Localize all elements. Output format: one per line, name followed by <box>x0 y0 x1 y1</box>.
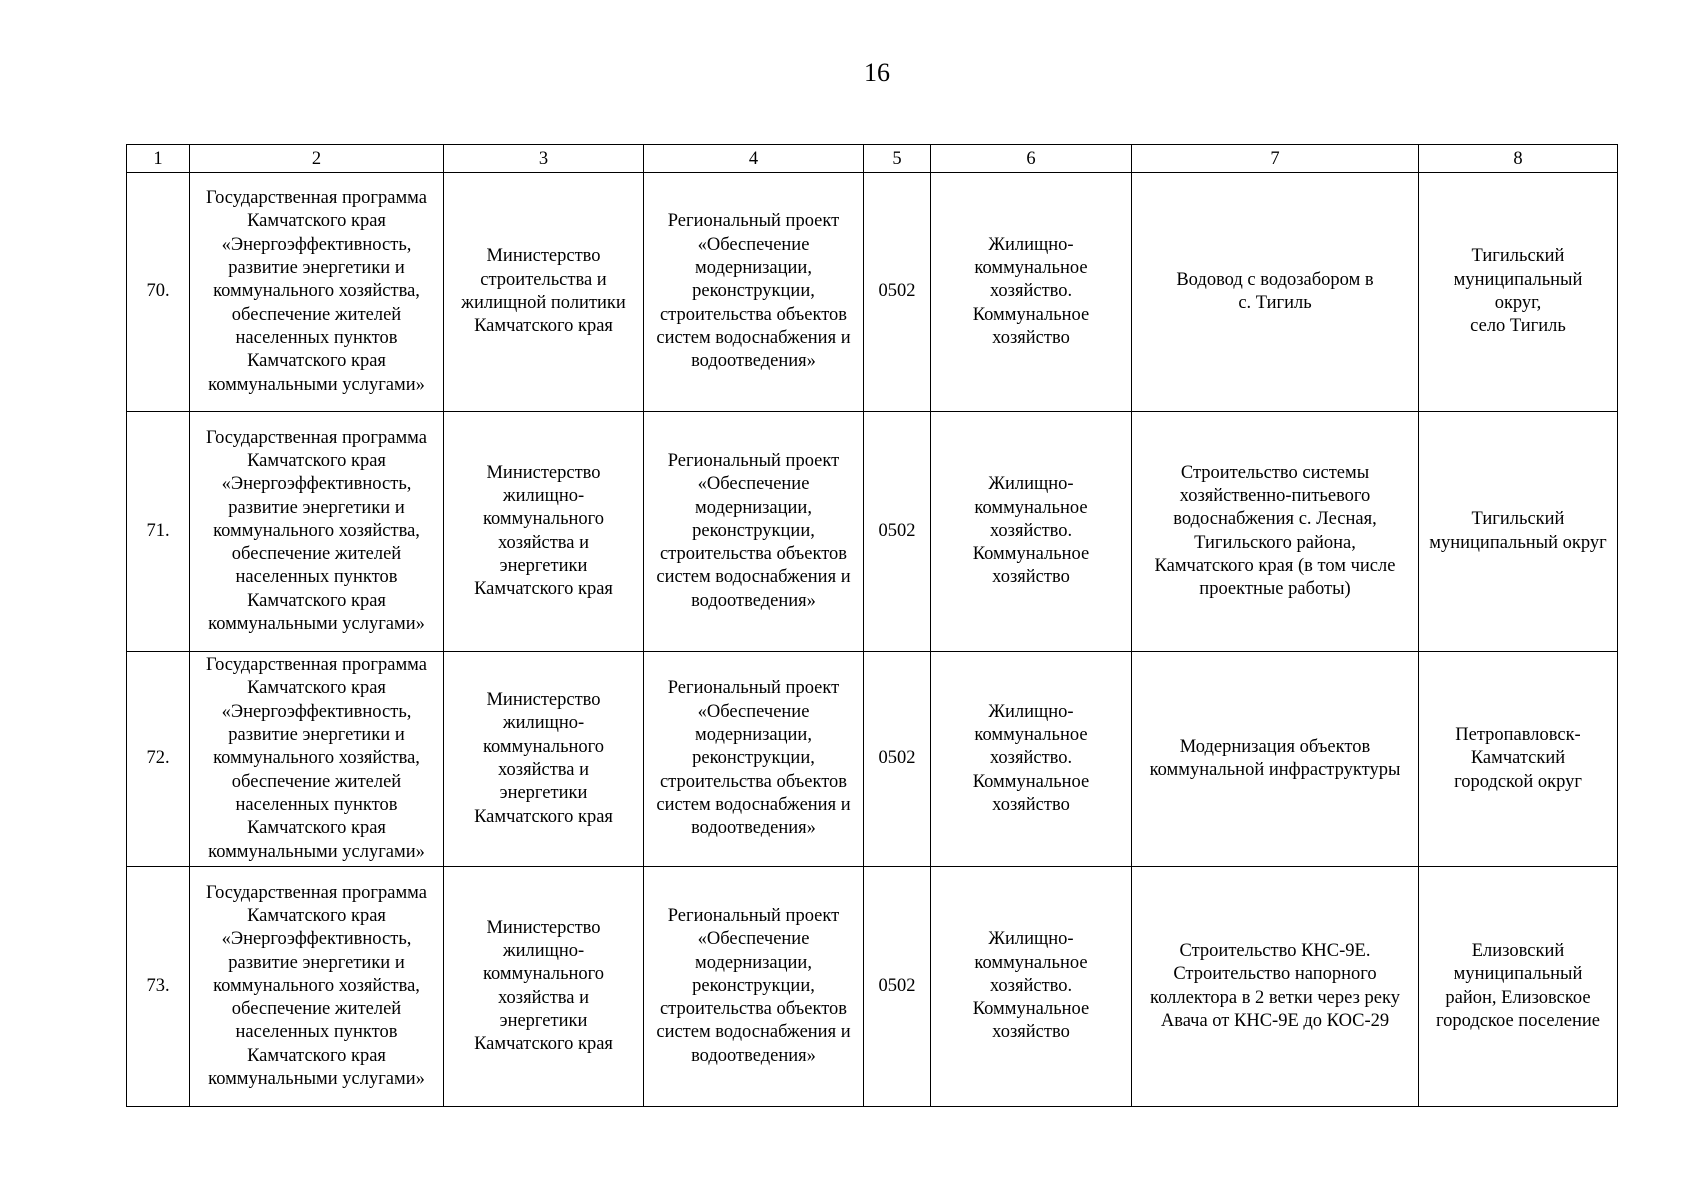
column-header: 5 <box>864 145 931 173</box>
program-cell: Государственная программа Камчатского края «Энергоэффективность, развитие энергетики и коммунального хозяйства, обеспечение жителей населенных пунктов Камчатского края коммунальными услугами» <box>190 173 444 412</box>
location-cell: Тигильский муниципальный округ, село Тигиль <box>1419 173 1618 412</box>
row-number: 72. <box>127 652 190 867</box>
column-header: 2 <box>190 145 444 173</box>
project-cell: Региональный проект «Обеспечение модернизации, реконструкции, строительства объектов систем водоснабжения и водоотведения» <box>644 173 864 412</box>
row-number: 70. <box>127 173 190 412</box>
sector-cell: Жилищно- коммунальное хозяйство. Коммунальное хозяйство <box>931 412 1132 652</box>
program-cell: Государственная программа Камчатского края «Энергоэффективность, развитие энергетики и коммунального хозяйства, обеспечение жителей населенных пунктов Камчатского края коммунальными услугами» <box>190 867 444 1107</box>
column-header: 6 <box>931 145 1132 173</box>
project-cell: Региональный проект «Обеспечение модернизации, реконструкции, строительства объектов систем водоснабжения и водоотведения» <box>644 867 864 1107</box>
object-cell: Водовод с водозабором в с. Тигиль <box>1132 173 1419 412</box>
data-table <box>126 144 1618 1107</box>
program-cell: Государственная программа Камчатского края «Энергоэффективность, развитие энергетики и коммунального хозяйства, обеспечение жителей населенных пунктов Камчатского края коммунальными услугами» <box>190 412 444 652</box>
table-row <box>127 412 1618 652</box>
header-row <box>127 145 1618 173</box>
object-cell: Модернизация объектов коммунальной инфраструктуры <box>1132 652 1419 867</box>
object-cell: Строительство КНС-9Е. Строительство напорного коллектора в 2 ветки через реку Авача от КНС-9Е до КОС-29 <box>1132 867 1419 1107</box>
code-cell: 0502 <box>864 173 931 412</box>
column-header: 7 <box>1132 145 1419 173</box>
ministry-cell: Министерство жилищно- коммунального хозяйства и энергетики Камчатского края <box>444 412 644 652</box>
sector-cell: Жилищно- коммунальное хозяйство. Коммунальное хозяйство <box>931 173 1132 412</box>
ministry-cell: Министерство жилищно- коммунального хозяйства и энергетики Камчатского края <box>444 652 644 867</box>
project-cell: Региональный проект «Обеспечение модернизации, реконструкции, строительства объектов систем водоснабжения и водоотведения» <box>644 652 864 867</box>
sector-cell: Жилищно- коммунальное хозяйство. Коммунальное хозяйство <box>931 652 1132 867</box>
object-cell: Строительство системы хозяйственно-питьевого водоснабжения с. Лесная, Тигильского района, Камчатского края (в том числе проектные работы) <box>1132 412 1419 652</box>
table-row <box>127 867 1618 1107</box>
row-number: 71. <box>127 412 190 652</box>
ministry-cell: Министерство жилищно- коммунального хозяйства и энергетики Камчатского края <box>444 867 644 1107</box>
location-cell: Елизовский муниципальный район, Елизовское городское поселение <box>1419 867 1618 1107</box>
location-cell: Тигильский муниципальный округ <box>1419 412 1618 652</box>
program-cell: Государственная программа Камчатского края «Энергоэффективность, развитие энергетики и коммунального хозяйства, обеспечение жителей населенных пунктов Камчатского края коммунальными услугами» <box>190 652 444 867</box>
table-row <box>127 652 1618 867</box>
code-cell: 0502 <box>864 652 931 867</box>
location-cell: Петропавловск- Камчатский городской округ <box>1419 652 1618 867</box>
page-number: 16 <box>864 58 890 87</box>
sector-cell: Жилищно- коммунальное хозяйство. Коммунальное хозяйство <box>931 867 1132 1107</box>
table-row <box>127 173 1618 412</box>
column-header: 3 <box>444 145 644 173</box>
code-cell: 0502 <box>864 867 931 1107</box>
column-header: 4 <box>644 145 864 173</box>
row-number: 73. <box>127 867 190 1107</box>
ministry-cell: Министерство строительства и жилищной политики Камчатского края <box>444 173 644 412</box>
project-cell: Региональный проект «Обеспечение модернизации, реконструкции, строительства объектов систем водоснабжения и водоотведения» <box>644 412 864 652</box>
column-header: 8 <box>1419 145 1618 173</box>
code-cell: 0502 <box>864 412 931 652</box>
column-header: 1 <box>127 145 190 173</box>
